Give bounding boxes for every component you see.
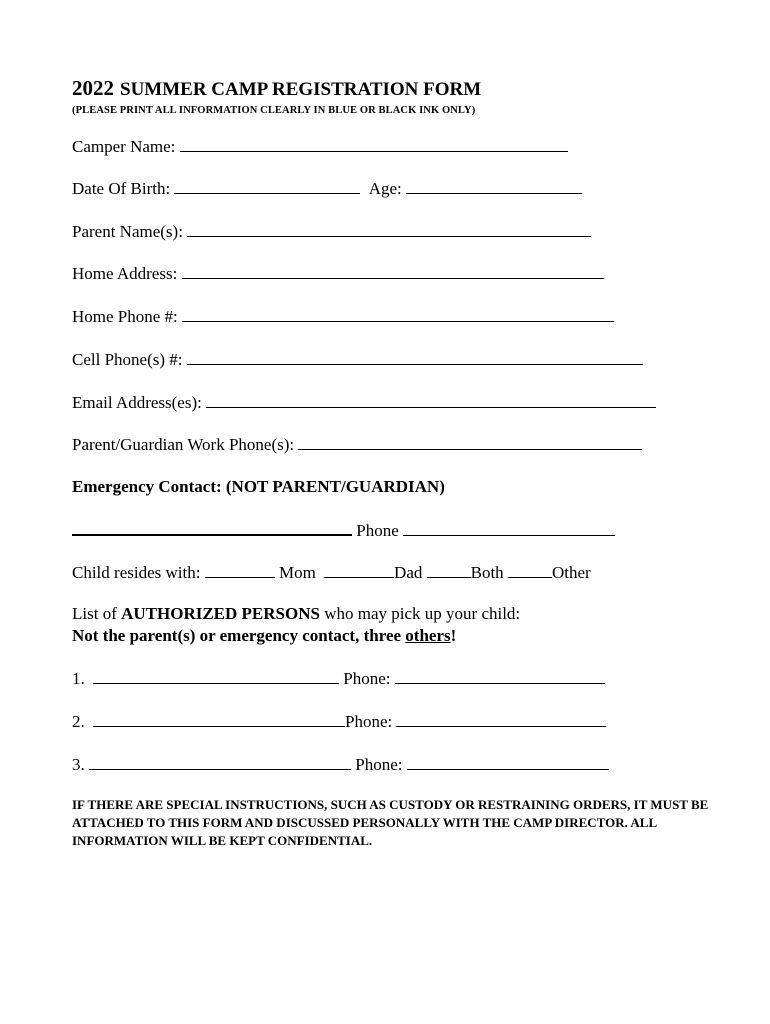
dob-label: Date Of Birth: (72, 179, 171, 198)
dob-field[interactable] (174, 178, 360, 194)
both-label: Both (470, 563, 504, 582)
authorized-person-name-field[interactable] (93, 711, 345, 727)
authorized-person-name-field[interactable] (93, 668, 339, 684)
camper-name-field[interactable] (180, 136, 568, 152)
authorized-person-name-field[interactable] (89, 754, 351, 770)
parent-names-label: Parent Name(s): (72, 222, 183, 241)
cell-phone-field[interactable] (187, 349, 643, 365)
form-year: 2022 (72, 76, 114, 100)
authorized-phone-label: Phone: (345, 712, 393, 731)
special-instructions-notice: IF THERE ARE SPECIAL INSTRUCTIONS, SUCH AS CUSTODY OR RESTRAINING ORDERS, IT MUST BE ATTACHED TO THIS FORM AND DISCUSSED PERSONALLY WITH THE CAMP DIRECTOR. ALL INFORMATION WILL BE KEPT CONFIDENTIAL. (72, 797, 709, 848)
authorized-phone-field[interactable] (395, 668, 605, 684)
parent-names-field[interactable] (187, 221, 591, 237)
other-label: Other (551, 563, 591, 582)
emergency-contact-name-field[interactable] (72, 519, 352, 536)
authorized-person-row-3 (72, 754, 609, 775)
parent-names-row (72, 221, 591, 242)
note-others: others (405, 626, 451, 645)
emergency-phone-label: Phone (356, 521, 399, 540)
mom-label: Mom (278, 563, 316, 582)
cell-phone-label: Cell Phone(s) #: (72, 350, 183, 369)
both-field[interactable] (427, 562, 471, 578)
home-address-label: Home Address: (72, 264, 178, 283)
authorized-phone-field[interactable] (407, 754, 609, 770)
authorized-persons-intro (72, 604, 520, 624)
authorized-persons-note (72, 626, 456, 646)
note-prefix: Not the parent(s) or emergency contact, three (72, 626, 406, 645)
age-field[interactable] (406, 178, 582, 194)
email-field[interactable] (206, 392, 656, 408)
authorized-person-row-1 (72, 668, 605, 689)
authorized-person-number: 2. (72, 712, 85, 731)
home-address-field[interactable] (182, 263, 604, 279)
email-row (72, 392, 656, 413)
authorized-person-number: 1. (72, 669, 85, 688)
authorized-person-number: 3. (72, 755, 85, 774)
authorized-persons-bold: AUTHORIZED PERSONS (121, 604, 320, 623)
email-label: Email Address(es): (72, 393, 202, 412)
form-title (72, 78, 481, 100)
dad-field[interactable] (324, 562, 394, 578)
emergency-contact-heading: Emergency Contact: (NOT PARENT/GUARDIAN) (72, 477, 445, 496)
child-resides-row (72, 562, 591, 583)
home-phone-row (72, 306, 614, 327)
cell-phone-row (72, 349, 643, 370)
authorized-suffix: who may pick up your child: (319, 604, 521, 623)
authorized-prefix: List of (72, 604, 122, 623)
dob-row (72, 178, 582, 199)
dad-label: Dad (394, 563, 423, 582)
emergency-contact-row (72, 519, 615, 541)
camper-name-row (72, 136, 568, 157)
home-phone-label: Home Phone #: (72, 307, 178, 326)
authorized-person-row-2 (72, 711, 606, 732)
authorized-phone-label: Phone: (343, 669, 391, 688)
work-phone-row (72, 434, 642, 455)
emergency-phone-field[interactable] (403, 520, 615, 536)
work-phone-field[interactable] (298, 434, 642, 450)
form-subtitle: (PLEASE PRINT ALL INFORMATION CLEARLY IN BLUE OR BLACK INK ONLY) (72, 105, 476, 116)
mom-field[interactable] (205, 562, 275, 578)
camper-name-label: Camper Name: (72, 137, 176, 156)
authorized-phone-label: Phone: (355, 755, 403, 774)
other-field[interactable] (508, 562, 552, 578)
child-resides-label: Child resides with: (72, 563, 201, 582)
home-phone-field[interactable] (182, 306, 614, 322)
age-label: Age: (368, 179, 402, 198)
note-suffix: ! (450, 626, 457, 645)
authorized-phone-field[interactable] (396, 711, 606, 727)
home-address-row (72, 263, 604, 284)
work-phone-label: Parent/Guardian Work Phone(s): (72, 435, 295, 454)
form-title-text: SUMMER CAMP REGISTRATION FORM (120, 79, 482, 100)
